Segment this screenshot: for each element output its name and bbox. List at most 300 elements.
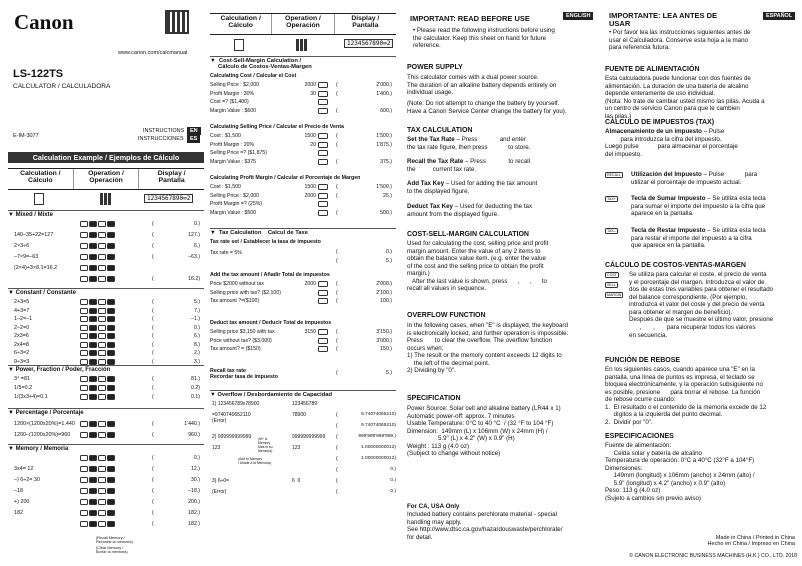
power-disp-2: 0.1): [191, 394, 200, 400]
constant-op-0-key-3[interactable]: [107, 299, 115, 305]
ovf-calc-1: =9740740652110 (Error): [212, 412, 251, 424]
percent-op-1-key-2[interactable]: [98, 432, 106, 438]
constant-paren-6: (: [152, 350, 154, 356]
constant-calc-5: 2x4=8: [14, 341, 29, 348]
cc-title: Calculating Cost / Calcular el Cost: [210, 73, 297, 79]
instructions-es-label: INSTRUCCIONES: [138, 136, 184, 142]
deduct-tax-key: [407, 203, 532, 218]
ovf-op-3: 999999999999: [292, 434, 326, 440]
percent-op-1-key-0[interactable]: [80, 432, 88, 438]
mixed-op-0-key-1[interactable]: [89, 221, 97, 227]
mixed-op-2-key-0[interactable]: [80, 243, 88, 249]
ovf-paren-1: (: [336, 412, 338, 418]
constant-op-5-key-0[interactable]: [80, 342, 88, 348]
add-tax-key-title: Add Tax Key: [407, 180, 445, 187]
constant-calc-7: 9÷3=3: [14, 358, 30, 365]
percent-op-0-key-3[interactable]: [107, 421, 115, 427]
mixed-calc-2: 2×3÷6: [14, 243, 30, 249]
power-paren-2: (: [152, 394, 154, 400]
power-calc-2: 1/(3x3+4)=0.1: [14, 394, 48, 400]
cpm-paren-0: (: [336, 184, 338, 190]
constant-op-5-key-2[interactable]: [98, 342, 106, 348]
ovf-calc-7: 3) 6÷0=: [212, 478, 230, 484]
example-bar: Calculation Example / Ejemplos de Cálculo: [8, 152, 204, 163]
memory-op-1-key-0[interactable]: [80, 466, 88, 472]
power-supply-title: POWER SUPPLY: [407, 64, 463, 71]
constant-op-4-key-3[interactable]: [107, 333, 115, 339]
power-op-1-key-2[interactable]: [98, 385, 106, 391]
constant-op-4-key-2[interactable]: [98, 333, 106, 339]
memory-calc-3: –18: [14, 488, 23, 494]
memory-op-5-key-1[interactable]: [89, 510, 97, 516]
memory-op-3-key-1[interactable]: [89, 488, 97, 494]
ovf-disp-4: 1.00000000012): [361, 445, 396, 450]
ded-row-2: Tax amount? = ($150): [210, 346, 261, 352]
constant-paren-5: (: [152, 341, 154, 348]
mixed-disp-1: 127.): [188, 232, 200, 238]
ovf-calc-0: 1) 123456789x78900: [212, 401, 260, 407]
memory-op-3-key-3[interactable]: [107, 488, 115, 494]
constant-disp-7: 3.): [193, 358, 200, 365]
key-tax-plus-es[interactable]: TAX+: [607, 197, 616, 201]
cc-disp-1: 1'400.): [376, 90, 392, 97]
power-op-1-key-1[interactable]: [89, 385, 97, 391]
power-op-0-key-3[interactable]: [107, 376, 115, 382]
cc-key-0[interactable]: [318, 82, 328, 88]
cpm-paren-3: (: [336, 209, 338, 216]
constant-op-4-key-0[interactable]: [80, 333, 88, 339]
header-calculation: Calculation / Cálculo: [8, 169, 74, 189]
mixed-op-3-key-1[interactable]: [89, 254, 97, 260]
cc-key-3[interactable]: [318, 108, 328, 114]
cpm-key-2[interactable]: [318, 201, 328, 207]
percent-op-1-key-3[interactable]: [107, 432, 115, 438]
utilizacion: [631, 171, 757, 186]
constant-disp-4: 6.): [193, 333, 200, 339]
memory-op-4-key-2[interactable]: [98, 499, 106, 505]
memory-op-1-key-2[interactable]: [98, 466, 106, 472]
importante-bullet: • Por favor lea las instrucciones siguientes antes de usar el Calculadora. Conserve esta hoja a la mano para referencia futura.: [609, 29, 751, 52]
memory-disp-6: 182.): [188, 521, 200, 527]
mixed-op-2-key-1[interactable]: [89, 243, 97, 249]
key-margin-es[interactable]: MARGIN: [607, 293, 622, 297]
mixed-op-5-key-3[interactable]: [107, 276, 115, 282]
mixed-op-4-key-0[interactable]: [80, 265, 88, 271]
cpm-row-0: Cost : $1,500: [210, 184, 241, 190]
copyright: © CANON ELECTRONIC BUSINESS MACHINES (H.K.) CO., LTD. 2018: [629, 553, 797, 559]
constant-section-title: ▼ Constant / Constante: [8, 288, 204, 296]
constant-op-1-key-1[interactable]: [89, 308, 97, 314]
memory-op-5-key-2[interactable]: [98, 510, 106, 516]
constant-disp-0: 5.): [193, 299, 200, 305]
memory-op-6-key-0[interactable]: [80, 521, 88, 527]
csp-key-1[interactable]: [318, 142, 328, 148]
cc-val-1: 30: [310, 90, 316, 97]
ded-paren-1: (: [336, 337, 338, 344]
constant-op-4-key-1[interactable]: [89, 333, 97, 339]
percent-calc-0: 1200×(1200x20%)=1,440: [14, 421, 75, 427]
percent-paren-1: (: [152, 432, 154, 438]
memory-section-title: ▼ Memory / Memoria: [8, 444, 204, 452]
calculator-icon-2: [234, 39, 244, 51]
percent-paren-0: (: [152, 421, 154, 427]
constant-calc-1: 4+3=7: [14, 307, 30, 314]
calculo-costos-text: Se utiliza para calcular el coste, el precio de venta y el porcentaje del margen. Introduzca el valor de dos de estas tres variables para obtener el resultado del balance correspondiente. (Por ejemplo, introduzca el valor del coste y del precio de venta para obtener el margen de beneficio). Después de que se muestre el último valor, presione , , para recuperar todos los valores en secuencia.: [629, 271, 774, 339]
mixed-disp-2: 6.): [193, 243, 200, 249]
lang-badge-espanol: ESPAÑOL: [763, 12, 795, 20]
add-key-0[interactable]: [318, 281, 328, 287]
ded-val-0: 3150: [304, 329, 316, 335]
power-op-2-key-3[interactable]: [107, 394, 115, 400]
mixed-op-2-key-2[interactable]: [98, 243, 106, 249]
almacenamiento: [605, 128, 738, 158]
key-tax-minus-es[interactable]: TAX–: [607, 229, 616, 233]
add-key-1[interactable]: [318, 290, 328, 296]
constant-op-2-key-2[interactable]: [98, 316, 106, 322]
constant-op-7-key-0[interactable]: [80, 359, 88, 365]
mixed-op-1-key-2[interactable]: [98, 232, 106, 238]
sumar-impuesto: [631, 195, 766, 218]
add-row-0: Price $2000 without tax: [210, 281, 264, 287]
memory-op-0-key-1[interactable]: [89, 455, 97, 461]
mixed-disp-3: –63.): [188, 254, 200, 260]
add-val-0: 2000: [304, 281, 316, 287]
power-disp-0: 81.): [191, 376, 200, 382]
header-display-2: Display / Pantalla: [351, 15, 380, 30]
calculo-impuestos-title: CÁLCULO DE IMPUESTOS (TAX): [605, 119, 715, 126]
recall-tax-rate-text: – Press to recall the current tax rate.: [407, 158, 531, 173]
ded-paren-0: (: [336, 329, 338, 335]
set-tax-rate-text: – Press and enter the tax rate figure, then press to store.: [407, 136, 531, 151]
ovf-disp-7: 0.): [390, 478, 396, 483]
tax-section-title: ▼ Tax Calculation Calcul de Taxe: [210, 228, 396, 236]
memory-op-0-key-3[interactable]: [107, 455, 115, 461]
power-op-2-key-2[interactable]: [98, 394, 106, 400]
calculator-icon: [34, 193, 44, 205]
memory-op-2-key-2[interactable]: [98, 477, 106, 483]
memory-op-4-key-0[interactable]: [80, 499, 88, 505]
important-title: IMPORTANT: READ BEFORE USE: [410, 14, 530, 23]
memory-op-2-key-0[interactable]: [80, 477, 88, 483]
cpm-row-3: Margin Value : $500: [210, 209, 257, 216]
almacenamiento-title: Almacenamiento de un impuesto: [605, 128, 702, 135]
ded-key-1[interactable]: [318, 338, 328, 344]
constant-op-5-key-1[interactable]: [89, 342, 97, 348]
specification-text: Power Source: Solar cell and alkaline battery (LR44 x 1) Automatic power-off: approx. 7 minutes Usable Temperature: 0°C to 40 °C / (32 °F to 104 °F) Dimension: 149mm (L) x 106mm (W) x 24mm (H) / 5.9" (L) x 4.2" (W) x 0.9" (H) Weight : 113 g (4.0 oz) (Subject to change without notice): [407, 405, 561, 458]
tax-rate-disp-0: 0.): [385, 249, 392, 255]
cc-paren-3: (: [336, 107, 338, 114]
mixed-op-5-key-2[interactable]: [98, 276, 106, 282]
mixed-op-3-key-0[interactable]: [80, 254, 88, 260]
cpm-key-0[interactable]: [318, 184, 328, 190]
mixed-op-1-key-1[interactable]: [89, 232, 97, 238]
ovf-calc-4: 123: [212, 445, 221, 451]
memory-op-5-key-0[interactable]: [80, 510, 88, 516]
add-paren-2: (: [336, 298, 338, 304]
constant-op-0-key-0[interactable]: [80, 299, 88, 305]
key-recall-es[interactable]: RECALL: [607, 173, 621, 177]
mixed-paren-5: (: [152, 276, 154, 282]
sumar-impuesto-text: – Se utiliza esta tecla para sumar el importe del impuesto a la cifra que aparece en la pantalla.: [631, 195, 766, 218]
utilizacion-text: – Pulse para utilizar el porcentaje de impuesto actual.: [631, 171, 758, 186]
overflow-section-title: ▼ Overflow / Desbordamiento de Capacidad: [210, 390, 396, 398]
power-supply-note: (Note: Do not attempt to change the battery by yourself. Have a Canon Service Center change the battery for you).: [407, 100, 567, 115]
csp-key-0[interactable]: [318, 133, 328, 139]
constant-op-5-key-3[interactable]: [107, 342, 115, 348]
cc-key-2[interactable]: [318, 99, 328, 105]
memory-calc-2: –) 6÷2= 30: [14, 477, 40, 483]
constant-disp-2: –1.): [191, 316, 200, 322]
power-op-0-key-0[interactable]: [80, 376, 88, 382]
mixed-op-1-key-0[interactable]: [80, 232, 88, 238]
cc-paren-0: (: [336, 82, 338, 88]
ovf-op-7: 6 0: [292, 478, 301, 484]
importante-bullet-text: Por favor lea las instrucciones siguientes antes de usar el Calculadora. Conserve esta hoja a la mano para referencia futura.: [609, 29, 751, 52]
csp-paren-1: (: [336, 141, 338, 148]
calculo-costos-title: CÁLCULO DE COSTOS-VENTAS-MARGEN: [605, 262, 746, 269]
power-op-1-key-3[interactable]: [107, 385, 115, 391]
cc-row-2: Cost =? ($1,400): [210, 99, 249, 105]
cpm-row-2: Profit Margin =? (25%): [210, 201, 263, 207]
key-sell-es[interactable]: SELL: [607, 283, 616, 287]
constant-paren-7: (: [152, 358, 154, 365]
ca-only-text: Included battery contains perchlorate material - special handling may apply. See http://www.dtsc.ca.gov/hazardouswaste/perchlorate/ for detail.: [407, 511, 563, 541]
cpm-key-3[interactable]: [318, 210, 328, 216]
cc-key-1[interactable]: [318, 91, 328, 97]
constant-paren-1: (: [152, 307, 154, 314]
memory-op-5-key-3[interactable]: [107, 510, 115, 516]
memory-op-4-key-3[interactable]: [107, 499, 115, 505]
cpm-title: Calculating Profit Margin / Calcular el Porcentaje de Margen: [210, 175, 361, 181]
keypad-icon: [100, 193, 112, 205]
power-op-0-key-2[interactable]: [98, 376, 106, 382]
constant-op-3-key-3[interactable]: [107, 325, 115, 331]
percent-op-0-key-2[interactable]: [98, 421, 106, 427]
constant-op-2-key-3[interactable]: [107, 316, 115, 322]
memory-paren-6: (: [152, 521, 154, 527]
mixed-op-3-key-3[interactable]: [107, 254, 115, 260]
ovf-calc-8: (Error): [212, 489, 227, 495]
cc-disp-0: 2'000.): [376, 82, 392, 88]
csp-paren-3: (: [336, 158, 338, 165]
power-op-1-key-0[interactable]: [80, 385, 88, 391]
csp-row-3: Margin Value : $375: [210, 158, 257, 165]
memory-op-6-key-1[interactable]: [89, 521, 97, 527]
constant-calc-6: 6÷3=2: [14, 350, 30, 356]
constant-op-3-key-1[interactable]: [89, 325, 97, 331]
ovf-paren-3: (: [336, 434, 338, 440]
percent-op-0-key-1[interactable]: [89, 421, 97, 427]
lcd-sample: 1234567890∞2: [144, 194, 193, 203]
csp-val-0: 1500: [304, 133, 316, 139]
constant-op-2-key-1[interactable]: [89, 316, 97, 322]
constant-op-7-key-2[interactable]: [98, 359, 106, 365]
memory-op-0-key-2[interactable]: [98, 455, 106, 461]
add-key-2[interactable]: [318, 298, 328, 304]
cpm-disp-0: 1'500.): [376, 184, 392, 190]
constant-op-1-key-2[interactable]: [98, 308, 106, 314]
ovf-op-0: 123456789: [292, 401, 318, 407]
csp-val-1: 20: [310, 141, 316, 148]
mixed-op-5-key-1[interactable]: [89, 276, 97, 282]
recall-tax-rate: [407, 158, 530, 173]
constant-op-0-key-2[interactable]: [98, 299, 106, 305]
mixed-op-0-key-3[interactable]: [107, 221, 115, 227]
percent-op-0-key-0[interactable]: [80, 421, 88, 427]
mixed-op-4-key-2[interactable]: [98, 265, 106, 271]
overflow-function-text: In the following cases, when "E" is displayed, the keyboard is electronically locked, and further operation is impossible. Press to clear the overflow. The overflow function occurs when: 1) The result or the memory content exceeds 12 digits to the left of the decimal point. 2) Dividing by "0".: [407, 322, 569, 375]
mixed-calc-1: 140–35+22=127: [14, 232, 54, 238]
memory-paren-5: (: [152, 510, 154, 516]
memory-op-3-key-0[interactable]: [80, 488, 88, 494]
memory-paren-3: (: [152, 488, 154, 494]
restar-impuesto-text: – Se utiliza esta tecla para restar el importe del impuesto a la cifra que aparece en la pantalla.: [631, 227, 766, 250]
cpm-row-1: Selling Price : $2,000: [210, 192, 260, 199]
ded-disp-2: 150.): [380, 346, 392, 352]
constant-paren-4: (: [152, 333, 154, 339]
power-calc-1: 1/5=0.2: [14, 385, 33, 391]
memory-disp-0: 0.): [193, 455, 200, 461]
add-tax-key-text: – Used for adding the tax amount to the displayed figure.: [407, 180, 538, 195]
constant-op-3-key-2[interactable]: [98, 325, 106, 331]
ovf-disp-6: 0.): [390, 467, 396, 472]
constant-op-7-key-1[interactable]: [89, 359, 97, 365]
cpm-disp-1: 25.): [383, 192, 392, 199]
ded-paren-2: (: [336, 346, 338, 352]
csp-paren-0: (: [336, 133, 338, 139]
power-op-2-key-1[interactable]: [89, 394, 97, 400]
mixed-op-0-key-0[interactable]: [80, 221, 88, 227]
memory-disp-2: 30.): [191, 477, 200, 483]
mixed-op-5-key-0[interactable]: [80, 276, 88, 282]
mixed-op-0-key-2[interactable]: [98, 221, 106, 227]
header-calculation-2: Calculation / Cálculo: [210, 14, 272, 34]
constant-op-1-key-0[interactable]: [80, 308, 88, 314]
memory-op-6-key-2[interactable]: [98, 521, 106, 527]
ded-row-1: Price without tax? ($3,000): [210, 337, 272, 344]
keypad-icon-2: [296, 39, 308, 51]
sumar-impuesto-title: Tecla de Sumar Impuesto: [631, 195, 706, 202]
overflow-note-add: (Add to Memory / Añadir a la Memoria): [238, 457, 272, 465]
memory-op-3-key-2[interactable]: [98, 488, 106, 494]
mixed-op-3-key-2[interactable]: [98, 254, 106, 260]
tax-rate-paren-1: (: [336, 258, 338, 264]
percent-calc-1: 1200–(1200x20%)=960: [14, 432, 71, 438]
percent-op-1-key-1[interactable]: [89, 432, 97, 438]
constant-op-6-key-3[interactable]: [107, 350, 115, 356]
ovf-disp-8: 0.): [390, 489, 396, 494]
memory-op-0-key-0[interactable]: [80, 455, 88, 461]
made-in-china: Made in China / Printed in China Hecho en China / Impreso en China: [707, 535, 795, 548]
ovf-paren-5: (: [336, 456, 338, 462]
manual-url: www.canon.com/calcmanual: [118, 50, 188, 56]
mixed-calc-4: (2×4)+3×8.1=16.2: [14, 265, 58, 271]
ovf-disp-1: 9.74074065210): [361, 412, 396, 417]
memory-op-1-key-3[interactable]: [107, 466, 115, 472]
percent-section-title: ▼ Percentage / Porcentaje: [8, 408, 204, 416]
add-disp-2: 100.): [380, 298, 392, 304]
header-display: Display / Pantalla: [157, 170, 186, 185]
memory-disp-5: 182.): [188, 510, 200, 516]
power-supply-text: This calculator comes with a dual power source. The duration of an alkaline battery depends entirely on individual usage.: [407, 74, 557, 97]
column-headers-2: [210, 13, 396, 35]
csp-disp-3: 375.): [380, 158, 392, 165]
ded-title: Deduct tax amount / Deducir Total de impuestos: [210, 320, 332, 326]
set-tax-rate-title: Set the Tax Rate: [407, 136, 455, 143]
constant-op-3-key-0[interactable]: [80, 325, 88, 331]
mixed-op-4-key-1[interactable]: [89, 265, 97, 271]
power-paren-1: (: [152, 385, 154, 391]
constant-calc-0: 2+3=5: [14, 299, 30, 305]
memory-paren-1: (: [152, 466, 154, 472]
memory-paren-2: (: [152, 477, 154, 483]
constant-paren-0: (: [152, 299, 154, 305]
ovf-calc-3: 2) 999999999999: [212, 434, 252, 440]
add-paren-0: (: [336, 281, 338, 287]
header-operation: Operation / Operación: [74, 169, 140, 189]
ded-key-0[interactable]: [318, 329, 328, 335]
constant-op-6-key-2[interactable]: [98, 350, 106, 356]
column-3: [405, 0, 601, 566]
ovf-paren-7: (: [336, 478, 338, 484]
constant-op-7-key-3[interactable]: [107, 359, 115, 365]
constant-disp-5: 8.): [193, 341, 200, 348]
mixed-op-2-key-3[interactable]: [107, 243, 115, 249]
constant-op-0-key-1[interactable]: [89, 299, 97, 305]
mixed-paren-1: (: [152, 232, 154, 238]
memory-op-6-key-3[interactable]: [107, 521, 115, 527]
important-bullet: • Please read the following instructions before using the calculator. Keep this sheet on hand for future reference.: [413, 27, 555, 50]
column-headers: [8, 168, 204, 190]
cpm-key-1[interactable]: [318, 193, 328, 199]
column-2: [208, 0, 400, 566]
constant-op-6-key-0[interactable]: [80, 350, 88, 356]
ovf-paren-8: (: [336, 489, 338, 495]
mixed-op-4-key-3[interactable]: [107, 265, 115, 271]
lang-badge-english: ENGLISH: [563, 12, 593, 20]
csp-key-3[interactable]: [318, 159, 328, 165]
constant-op-6-key-1[interactable]: [89, 350, 97, 356]
memory-op-2-key-3[interactable]: [107, 477, 115, 483]
column-1: [0, 0, 205, 566]
power-section-title: ▼ Power, Fraction / Poder, Fracción: [8, 365, 204, 373]
memory-op-1-key-1[interactable]: [89, 466, 97, 472]
mixed-op-1-key-3[interactable]: [107, 232, 115, 238]
qr-code-icon: [165, 10, 189, 34]
restar-impuesto: [631, 227, 766, 250]
ovf-disp-2: 9.74074065210): [361, 423, 396, 428]
constant-op-2-key-0[interactable]: [80, 316, 88, 322]
memory-paren-4: (: [152, 499, 154, 505]
ded-key-2[interactable]: [318, 346, 328, 352]
memory-note-clear: (Clear Memory / Borrar la memoria): [96, 546, 128, 555]
csp-key-2[interactable]: [318, 150, 328, 156]
memory-op-4-key-1[interactable]: [89, 499, 97, 505]
cc-paren-1: (: [336, 90, 338, 97]
csp-disp-0: 1'500.): [376, 133, 392, 139]
key-cost-es[interactable]: COST: [607, 273, 617, 277]
memory-note-recall: (Recall Memory / Recordar la memoria): [96, 536, 133, 545]
memory-op-2-key-1[interactable]: [89, 477, 97, 483]
power-op-2-key-0[interactable]: [80, 394, 88, 400]
fuente-title: FUENTE DE ALIMENTACIÓN: [605, 66, 700, 73]
constant-op-1-key-3[interactable]: [107, 308, 115, 314]
power-paren-0: (: [152, 376, 154, 382]
funcion-rebose-title: FUNCIÓN DE REBOSE: [605, 357, 681, 364]
constant-calc-2: 1–2=–1: [14, 316, 33, 322]
power-op-0-key-1[interactable]: [89, 376, 97, 382]
constant-calc-4: 2x3=6: [14, 333, 29, 339]
